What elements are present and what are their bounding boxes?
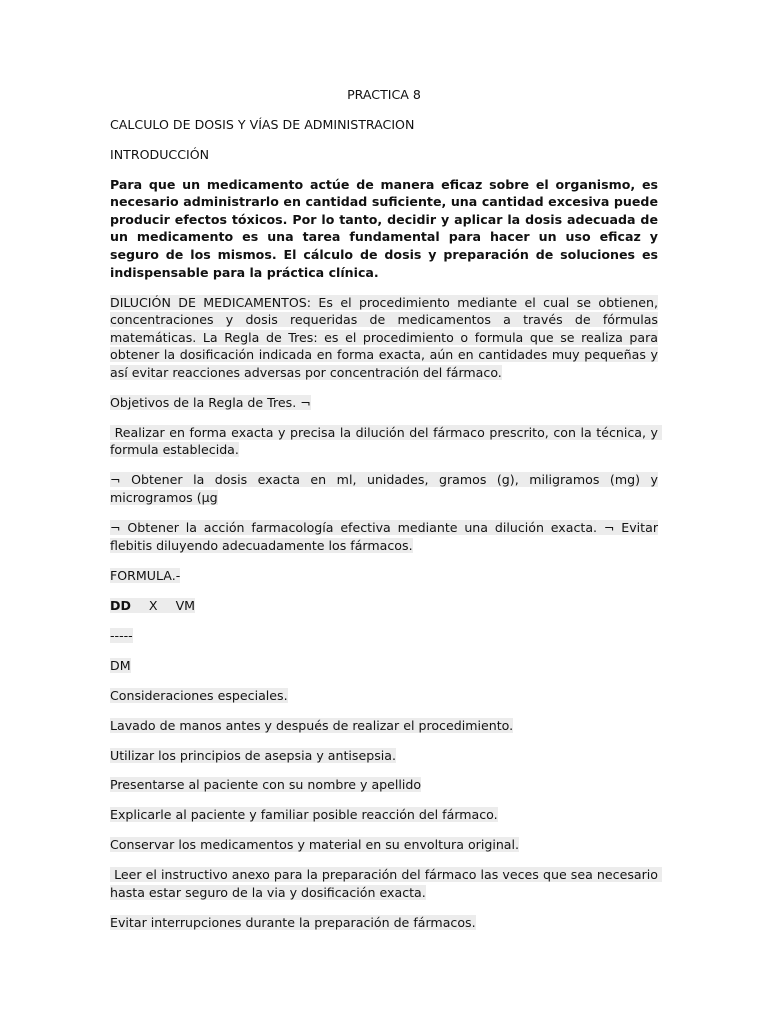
objectives-heading-text: Objetivos de la Regla de Tres. ¬ bbox=[110, 394, 311, 410]
objective-item-3 bbox=[110, 519, 658, 554]
objective-item-1 bbox=[110, 424, 663, 459]
objective-item-2-text: ¬ Obtener la dosis exacta en ml, unidades, gramos (g), miligramos (mg) y microgramos (µg bbox=[110, 472, 658, 506]
formula-fraction-line-text: ----- bbox=[110, 627, 133, 643]
consideration-item-text: Presentarse al paciente con su nombre y apellido bbox=[110, 777, 422, 793]
objective-item-3-text: ¬ Obtener la acción farmacología efectiva mediante una dilución exacta. ¬ Evitar flebitis diluyendo adecuadamente los fármacos. bbox=[110, 520, 658, 553]
consideration-item bbox=[110, 806, 658, 824]
formula-fraction-line bbox=[110, 627, 658, 645]
formula-numerator bbox=[110, 597, 658, 615]
document-subtitle: CALCULO DE DOSIS Y VÍAS DE ADMINISTRACION bbox=[110, 116, 415, 132]
formula-dm: DM bbox=[110, 657, 131, 673]
formula-label bbox=[110, 567, 658, 585]
dilution-paragraph-text: DILUCIÓN DE MEDICAMENTOS: Es el procedimiento mediante el cual se obtienen, concentraciones y dosis requeridas de medicamentos a través de fórmulas matemáticas. La Regla de Tres: es el procedimiento o formula que se realiza para obtener la dosificación indicada en forma exacta, aún en cantidades muy pequeñas y así evitar reacciones adversas por concentración del fármaco. bbox=[110, 294, 658, 380]
considerations-heading bbox=[110, 687, 658, 705]
considerations-heading-text: Consideraciones especiales. bbox=[110, 687, 288, 703]
formula-dd: DD bbox=[110, 597, 131, 613]
consideration-item-text: Lavado de manos antes y después de realizar el procedimiento. bbox=[110, 717, 514, 733]
consideration-item bbox=[110, 717, 658, 735]
consideration-item-text: Utilizar los principios de asepsia y antisepsia. bbox=[110, 747, 396, 763]
consideration-item bbox=[110, 836, 658, 854]
dilution-paragraph bbox=[110, 294, 658, 382]
consideration-item bbox=[110, 914, 658, 932]
objective-item-1-text: Realizar en forma exacta y precisa la dilución del fármaco prescrito, con la técnica, y formula establecida. bbox=[110, 424, 663, 458]
consideration-item-text: Leer el instructivo anexo para la preparación del fármaco las veces que sea necesario hasta estar seguro de la via y dosificación exacta. bbox=[110, 867, 662, 901]
consideration-item-text: Evitar interrupciones durante la preparación de fármacos. bbox=[110, 915, 476, 931]
formula-x: X bbox=[148, 597, 158, 613]
section-heading-introduction: INTRODUCCIÓN bbox=[110, 146, 210, 162]
document-title: PRACTICA 8 bbox=[347, 87, 421, 102]
objective-item-2 bbox=[110, 471, 658, 506]
document-body bbox=[110, 86, 663, 944]
consideration-item-text: Conservar los medicamentos y material en su envoltura original. bbox=[110, 837, 520, 853]
intro-paragraph: Para que un medicamento actúe de manera eficaz sobre el organismo, es necesario administrarlo en cantidad suficiente, una cantidad excesiva puede producir efectos tóxicos. Por lo tanto, decidir y aplicar la dosis adecuada de un medicamento es una tarea fundamental para hacer un uso eficaz y seguro de los mismos. El cálculo de dosis y preparación de soluciones es indispensable para la práctica clínica. bbox=[110, 176, 658, 280]
formula-label-text: FORMULA.- bbox=[110, 567, 181, 583]
consideration-item-text: Explicarle al paciente y familiar posible reacción del fármaco. bbox=[110, 807, 498, 823]
formula-vm: VM bbox=[175, 597, 196, 613]
consideration-item bbox=[110, 776, 658, 794]
consideration-item bbox=[110, 866, 662, 901]
consideration-item bbox=[110, 747, 658, 765]
objectives-heading bbox=[110, 394, 658, 412]
formula-denominator bbox=[110, 657, 658, 675]
